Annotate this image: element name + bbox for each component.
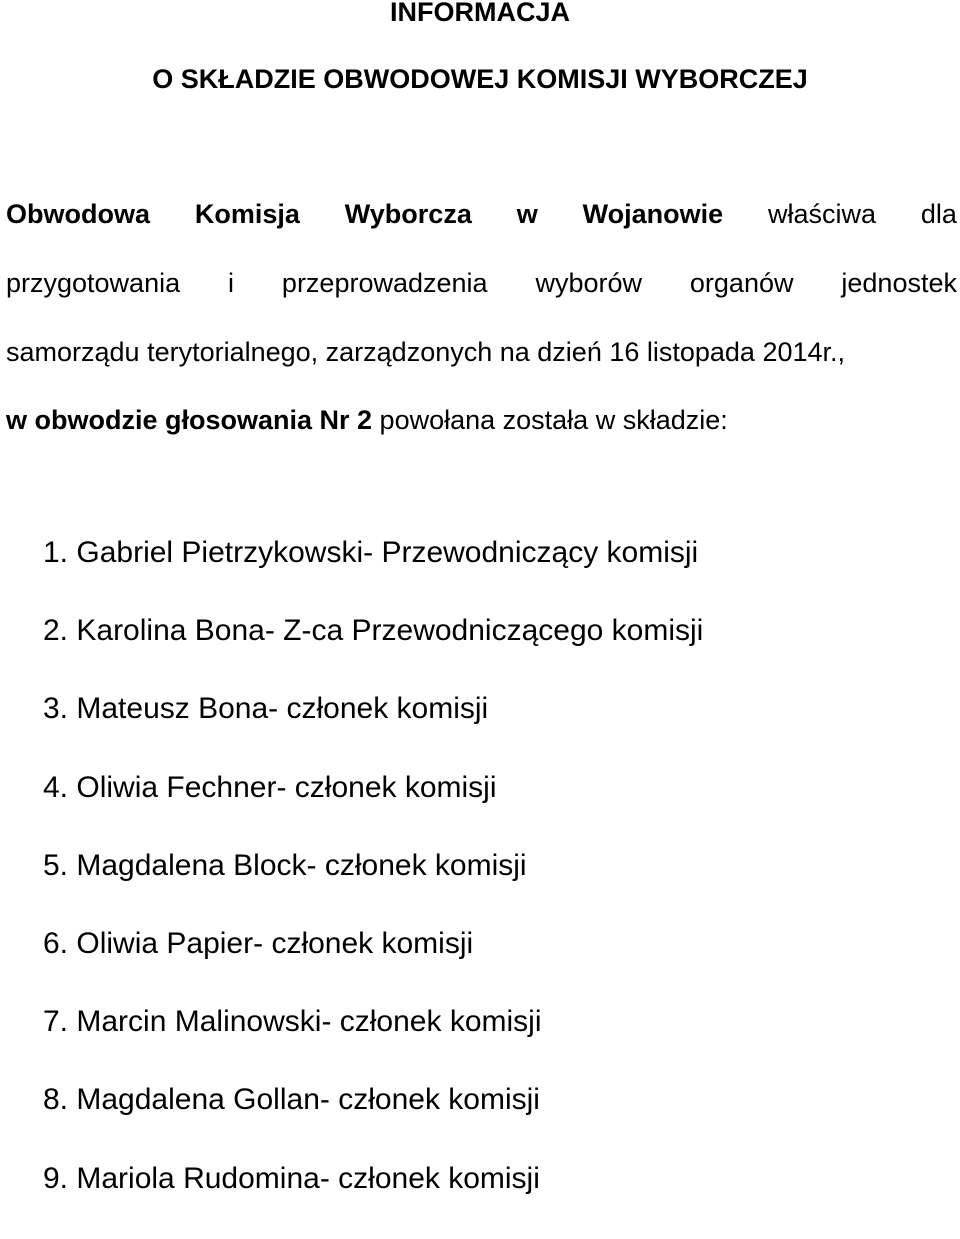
member-item: 3. Mateusz Bona- członek komisji: [43, 692, 489, 726]
member-role: Z-ca Przewodniczącego komisji: [283, 614, 704, 648]
member-number: 3.: [43, 692, 69, 726]
document-subtitle: O SKŁADZIE OBWODOWEJ KOMISJI WYBORCZEJ: [152, 64, 808, 94]
member-number: 9.: [43, 1161, 69, 1195]
member-number: 8.: [43, 1083, 69, 1117]
members-list: [43, 535, 703, 1239]
member-item: 5. Magdalena Block- członek komisji: [43, 848, 527, 882]
member-role: członek komisji: [286, 692, 489, 726]
intro-word: wyborów: [535, 268, 642, 298]
member-item: 4. Oliwia Fechner- członek komisji: [43, 770, 497, 804]
intro-line-1: [6, 198, 957, 230]
intro-line-3: samorządu terytorialnego, zarządzonych na dzień 16 listopada 2014r.,: [6, 337, 846, 367]
intro-word: dla: [920, 199, 957, 229]
member-name: Magdalena Gollan: [76, 1083, 320, 1117]
member-role: członek komisji: [338, 1083, 540, 1117]
member-role: członek komisji: [338, 1161, 540, 1195]
district-label: w obwodzie głosowania Nr 2: [6, 405, 373, 435]
member-number: 4.: [43, 770, 69, 804]
member-number: 6.: [43, 926, 69, 960]
member-role: Przewodniczący komisji: [381, 536, 699, 569]
member-name: Gabriel Pietrzykowski: [76, 536, 364, 569]
member-item: 9. Mariola Rudomina- członek komisji: [43, 1161, 540, 1195]
member-number: 1.: [43, 536, 69, 569]
member-number: 5.: [43, 848, 69, 882]
member-name: Mateusz Bona: [76, 692, 269, 726]
intro-word: Wojanowie: [582, 199, 724, 229]
member-name: Magdalena Block: [76, 848, 307, 882]
member-name: Marcin Malinowski: [76, 1005, 322, 1039]
member-name: Karolina Bona: [76, 614, 265, 648]
document-title: INFORMACJA: [390, 0, 570, 27]
member-role: członek komisji: [271, 926, 474, 960]
intro-line-2: [6, 267, 957, 299]
intro-word: przeprowadzenia: [281, 268, 488, 298]
intro-line-4: [6, 404, 957, 436]
member-item: 8. Magdalena Gollan- członek komisji: [43, 1083, 540, 1117]
intro-word: w: [516, 199, 538, 229]
member-number: 2.: [43, 614, 69, 648]
member-role: członek komisji: [339, 1005, 542, 1039]
member-name: Oliwia Papier: [76, 926, 254, 960]
member-name: Mariola Rudomina: [76, 1161, 320, 1195]
member-item: 1. Gabriel Pietrzykowski- Przewodniczący komisji: [43, 536, 699, 569]
intro-word: właściwa: [768, 199, 877, 229]
intro-word: Wyborcza: [344, 199, 472, 229]
member-item: 7. Marcin Malinowski- członek komisji: [43, 1005, 542, 1039]
member-name: Oliwia Fechner: [76, 770, 277, 804]
member-role: członek komisji: [324, 848, 527, 882]
intro-word: jednostek: [841, 268, 957, 298]
member-item: 6. Oliwia Papier- członek komisji: [43, 926, 474, 960]
member-number: 7.: [43, 1005, 69, 1039]
member-item: 2. Karolina Bona- Z-ca Przewodniczącego komisji: [43, 614, 704, 648]
intro-word: organów: [689, 268, 794, 298]
intro-word: i: [228, 268, 235, 298]
intro-line-4-rest: powołana została w składzie:: [372, 405, 728, 435]
intro-word: Obwodowa: [6, 199, 150, 229]
intro-word: przygotowania: [6, 268, 181, 298]
member-role: członek komisji: [294, 770, 497, 804]
intro-word: Komisja: [194, 199, 300, 229]
